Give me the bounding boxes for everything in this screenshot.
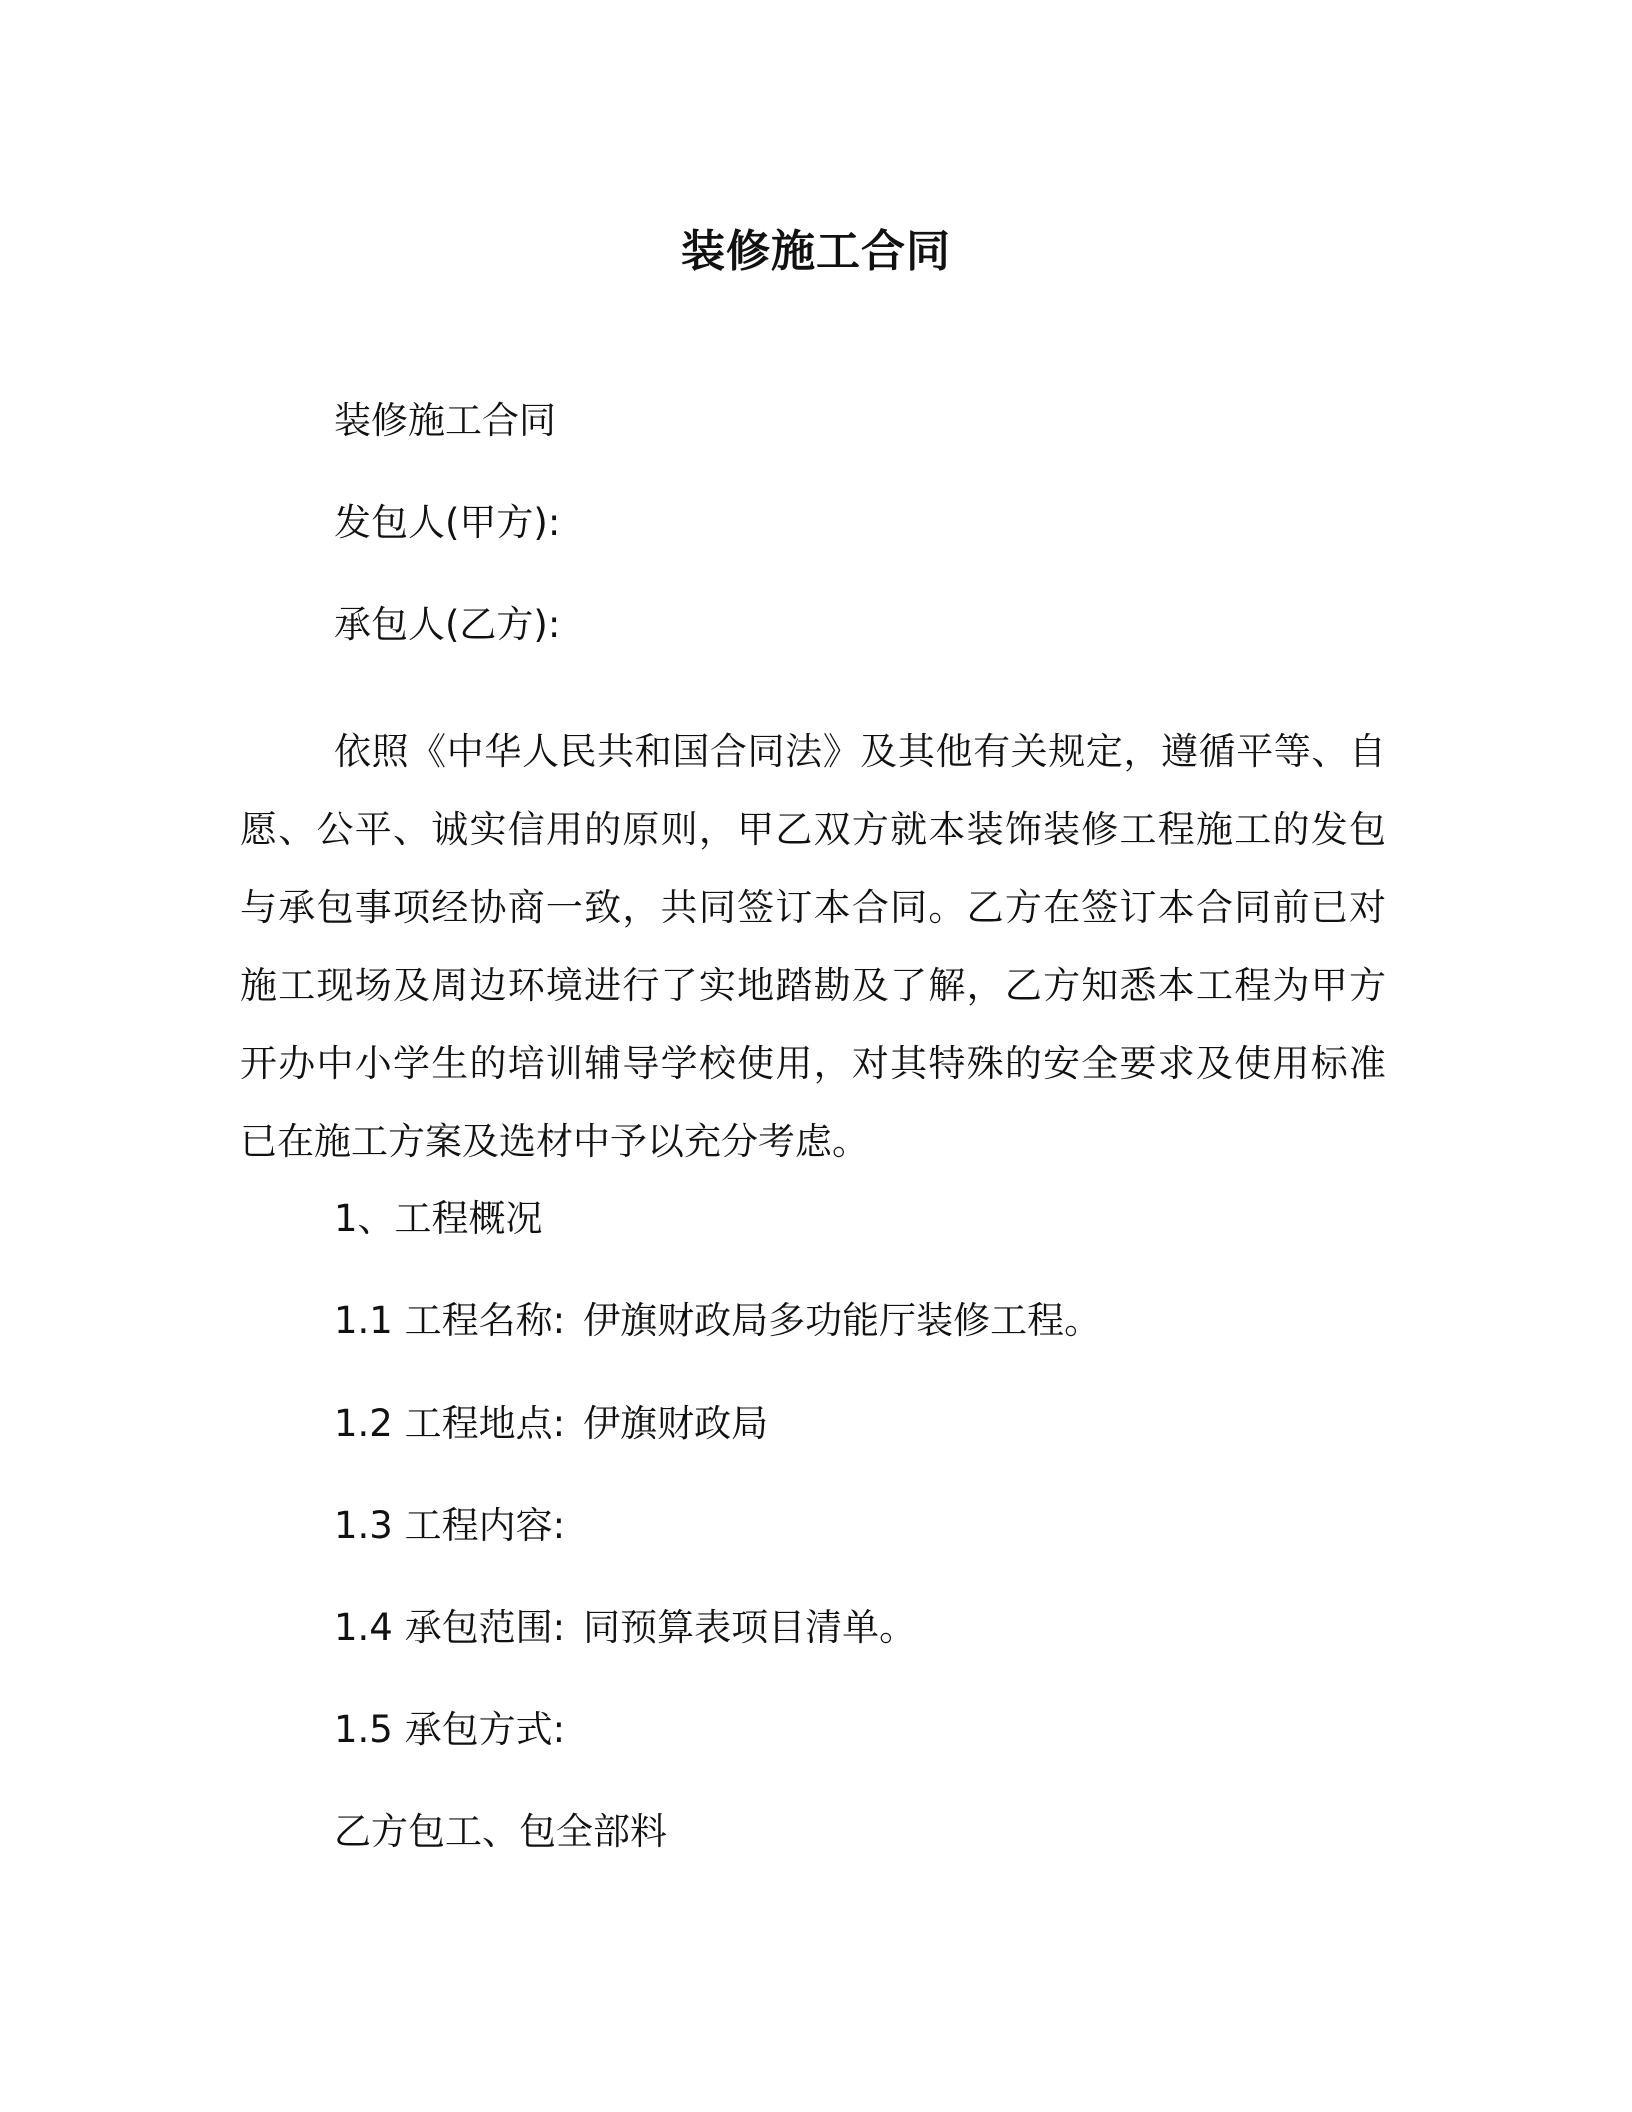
party-b-label: 承包人(乙方):	[334, 603, 561, 646]
section-1-heading: 1、工程概况	[334, 1197, 543, 1240]
item-label: 1.2 工程地点:	[334, 1402, 566, 1445]
intro-paragraph: 依照《中华人民共和国合同法》及其他有关规定，遵循平等、自愿、公平、诚实信用的原则，甲乙双方就本装饰装修工程施工的发包与承包事项经协商一致，共同签订本合同。乙方在签订本合同前已对施工现场及周边环境进行了实地踏勘及了解，乙方知悉本工程为甲方开办中小学生的培训辅导学校使用，对其特殊的安全要求及使用标准已在施工方案及选材中予以充分考虑。	[240, 730, 1386, 1163]
item-contract-scope	[334, 1603, 916, 1653]
item-project-name	[334, 1296, 1101, 1346]
item-value: 同预算表项目清单。	[583, 1606, 917, 1649]
item-contract-method	[334, 1705, 583, 1755]
item-label: 1.5 承包方式:	[334, 1708, 566, 1751]
item-value: 伊旗财政局多功能厅装修工程。	[583, 1299, 1102, 1342]
item-value: 伊旗财政局	[583, 1402, 769, 1445]
contract-mode-text: 乙方包工、包全部料	[334, 1810, 667, 1853]
item-project-location	[334, 1399, 768, 1449]
item-label: 1.4 承包范围:	[334, 1606, 566, 1649]
contract-subtitle: 装修施工合同	[334, 399, 556, 442]
item-label: 1.3 工程内容:	[334, 1504, 566, 1547]
item-project-content	[334, 1501, 583, 1551]
item-label: 1.1 工程名称:	[334, 1299, 566, 1342]
party-a-label: 发包人(甲方):	[334, 501, 561, 544]
document-title: 装修施工合同	[681, 226, 951, 277]
